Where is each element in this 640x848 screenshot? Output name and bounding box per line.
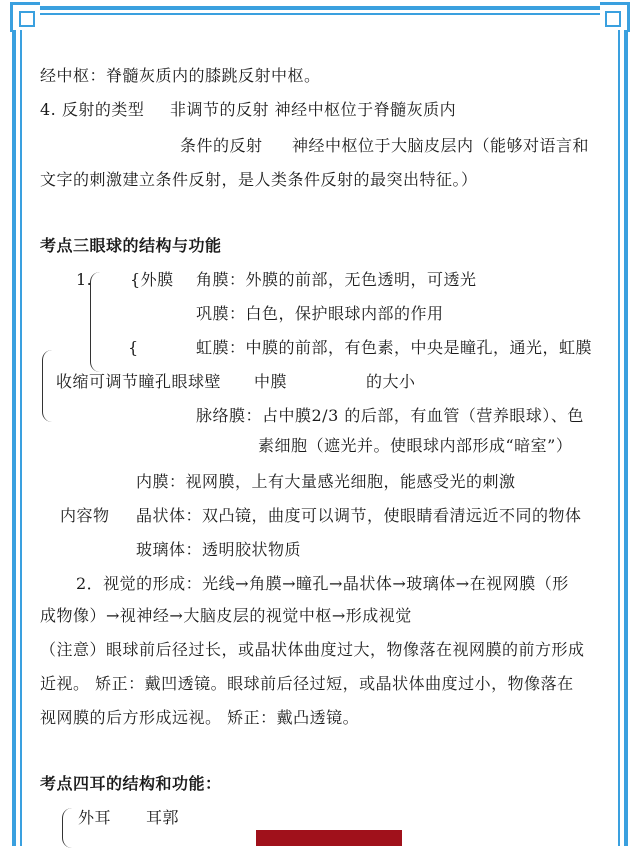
- frame-right-border: [612, 30, 628, 846]
- note-line1: （注意）眼球前后径过长，或晶状体曲度过大，物像落在视网膜的前方形成: [40, 640, 585, 659]
- lens-text: 晶状体：双凸镜，曲度可以调节，使眼睛看清远近不同的物体: [136, 506, 582, 525]
- section-heading-eye: 考点三眼球的结构与功能: [40, 236, 222, 255]
- conditioned-reflex-text: 神经中枢位于大脑皮层内（能够对语言和: [292, 136, 590, 155]
- middle-coat-brace: {: [128, 338, 139, 357]
- retina-text: 内膜：视网膜，上有大量感光细胞，能感受光的刺激: [136, 472, 516, 491]
- choroid-text: 脉络膜：占中膜2/3 的后部，有血管（营养眼球）、色: [196, 406, 584, 425]
- outer-coat-label: {外膜: [130, 270, 174, 289]
- frame-top-line-thin: [40, 13, 600, 15]
- eyeball-wall-label: 收缩可调节瞳孔眼球壁: [56, 372, 222, 391]
- brace-eyeball: [42, 350, 53, 422]
- unconditioned-reflex-text: 非调节的反射 神经中枢位于脊髓灰质内: [170, 100, 457, 119]
- outer-ear-label: 外耳: [78, 808, 112, 827]
- reflex-type-label: 4. 反射的类型: [40, 100, 145, 119]
- section-heading-ear: 考点四耳的结构和功能：: [40, 774, 222, 793]
- brace-ear: [62, 808, 73, 848]
- frame-left-border: [12, 30, 28, 846]
- vision-formation-line2: 成物像）→视神经→大脑皮层的视觉中枢→形成视觉: [40, 606, 412, 625]
- footer-red-block: [256, 830, 402, 846]
- frame-corner-right: [600, 2, 630, 32]
- conditioned-reflex-label: 条件的反射: [180, 136, 263, 155]
- iris-text: 虹膜：中膜的前部，有色素，中央是瞳孔，通光，虹膜: [196, 338, 593, 357]
- pupil-size-text: 的大小: [366, 372, 416, 391]
- middle-coat-label: 中膜: [254, 372, 288, 391]
- contents-label: 内容物: [60, 506, 110, 525]
- cornea-text: 角膜：外膜的前部，无色透明，可透光: [196, 270, 477, 289]
- frame-top: [0, 0, 640, 30]
- text-line-conditioned-note: 文字的刺激建立条件反射，是人类条件反射的最突出特征。）: [40, 170, 478, 189]
- text-line-reflex-center: 经中枢：脊髓灰质内的膝跳反射中枢。: [40, 66, 321, 85]
- vitreous-text: 玻璃体：透明胶状物质: [136, 540, 302, 559]
- frame-corner-left: [10, 2, 40, 32]
- frame-top-line: [40, 6, 600, 10]
- item-number-1: 1.: [76, 270, 93, 289]
- note-line2: 近视。 矫正：戴凹透镜。眼球前后径过短，或晶状体曲度过小，物像落在: [40, 674, 574, 693]
- sclera-text: 巩膜：白色，保护眼球内部的作用: [196, 304, 444, 323]
- auricle-label: 耳郭: [146, 808, 180, 827]
- note-line3: 视网膜的后方形成远视。 矫正：戴凸透镜。: [40, 708, 360, 727]
- choroid-text-cont: 素细胞（遮光并。使眼球内部形成“暗室”）: [258, 436, 573, 455]
- vision-formation-line1: 2．视觉的形成：光线→角膜→瞳孔→晶状体→玻璃体→在视网膜（形: [76, 574, 569, 593]
